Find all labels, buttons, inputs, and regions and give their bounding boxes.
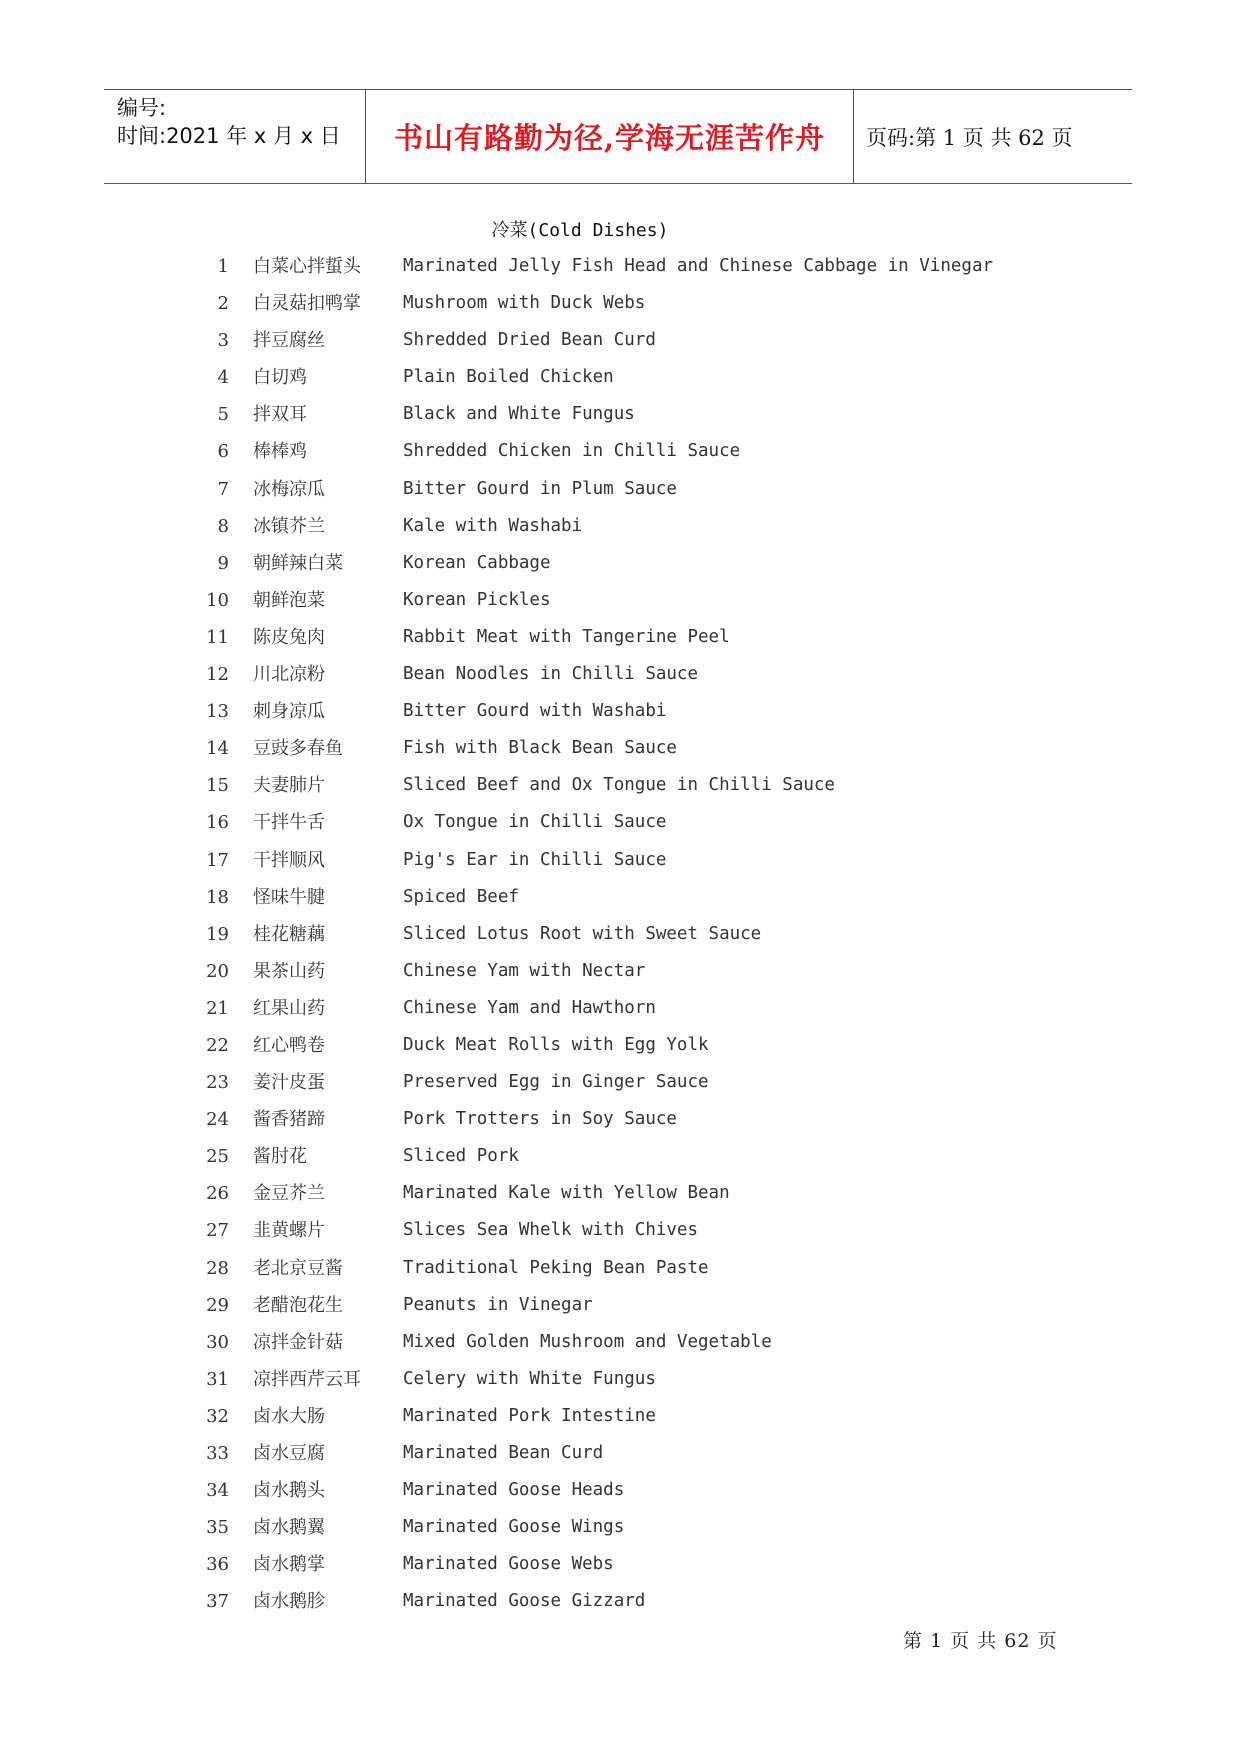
list-item xyxy=(0,248,1241,285)
list-item xyxy=(0,1138,1241,1175)
list-item xyxy=(0,656,1241,693)
dish-name-cn: 老北京豆酱 xyxy=(253,1257,343,1279)
dish-name-cn: 红心鸭卷 xyxy=(253,1034,325,1056)
dish-name-cn: 白菜心拌蜇头 xyxy=(253,256,361,277)
dish-name-cn: 豆豉多春鱼 xyxy=(253,738,343,760)
dish-number: 37 xyxy=(206,1591,229,1613)
list-item xyxy=(0,1212,1241,1249)
list-item xyxy=(0,508,1241,545)
list-item xyxy=(0,1250,1241,1287)
dish-name-en: Shredded Chicken in Chilli Sauce xyxy=(403,441,741,462)
list-item xyxy=(0,990,1241,1027)
header-page-code: 页码:第 1 页 共 62 页 xyxy=(866,125,1073,150)
dish-name-en: Kale with Washabi xyxy=(403,515,583,536)
dish-name-en: Korean Pickles xyxy=(403,589,551,610)
list-item xyxy=(0,1472,1241,1509)
dish-number: 9 xyxy=(217,552,229,574)
dish-name-cn: 冰镇芥兰 xyxy=(253,515,325,537)
dish-name-cn: 桂花糖藕 xyxy=(253,923,325,945)
dish-name-cn: 白切鸡 xyxy=(253,367,307,389)
list-item xyxy=(0,804,1241,841)
list-item xyxy=(0,359,1241,396)
time-label: 时间:2021 年 x 月 x 日 xyxy=(117,124,341,148)
dish-name-en: Pig's Ear in Chilli Sauce xyxy=(403,849,667,870)
dish-name-en: Slices Sea Whelk with Chives xyxy=(403,1220,699,1241)
dish-name-cn: 卤水大肠 xyxy=(253,1405,325,1427)
dish-name-cn: 拌豆腐丝 xyxy=(253,330,325,352)
list-item xyxy=(0,322,1241,359)
dish-number: 31 xyxy=(206,1368,229,1390)
list-item xyxy=(0,1027,1241,1064)
dish-name-en: Mushroom with Duck Webs xyxy=(403,293,646,314)
dish-name-cn: 陈皮兔肉 xyxy=(253,626,325,648)
dish-name-en: Marinated Goose Webs xyxy=(403,1554,614,1575)
dish-number: 24 xyxy=(206,1109,229,1131)
number-label: 编号: xyxy=(117,96,167,120)
dish-name-cn: 韭黄螺片 xyxy=(253,1220,325,1242)
dish-name-cn: 凉拌西芹云耳 xyxy=(253,1368,361,1390)
dish-number: 36 xyxy=(206,1554,229,1576)
dish-name-en: Bitter Gourd with Washabi xyxy=(403,701,667,722)
list-item xyxy=(0,1398,1241,1435)
list-item xyxy=(0,1583,1241,1620)
dish-name-cn: 干拌顺风 xyxy=(253,849,325,871)
dish-number: 22 xyxy=(206,1034,229,1056)
list-item xyxy=(0,433,1241,470)
dish-name-en: Marinated Goose Gizzard xyxy=(403,1591,646,1612)
dish-name-en: Chinese Yam with Nectar xyxy=(403,960,646,981)
dish-name-cn: 姜汁皮蛋 xyxy=(253,1072,325,1094)
list-item xyxy=(0,619,1241,656)
list-item xyxy=(0,693,1241,730)
dish-number: 1 xyxy=(217,256,229,277)
dish-name-cn: 金豆芥兰 xyxy=(253,1183,325,1205)
dish-number: 16 xyxy=(206,812,229,834)
dish-name-cn: 凉拌金针菇 xyxy=(253,1331,343,1353)
dish-number: 5 xyxy=(217,404,229,426)
dish-name-en: Bean Noodles in Chilli Sauce xyxy=(403,664,699,685)
dish-name-en: Spiced Beef xyxy=(403,886,519,907)
list-item xyxy=(0,842,1241,879)
dish-name-en: Black and White Fungus xyxy=(403,404,635,425)
list-item xyxy=(0,285,1241,322)
dish-name-cn: 干拌牛舌 xyxy=(253,812,325,834)
section-title: 冷菜(Cold Dishes) xyxy=(491,220,669,241)
dish-name-en: Celery with White Fungus xyxy=(403,1368,656,1389)
list-item xyxy=(0,396,1241,433)
dish-number: 3 xyxy=(217,330,229,352)
dish-number: 32 xyxy=(206,1405,229,1427)
dish-number: 4 xyxy=(217,367,229,389)
dish-name-en: Pork Trotters in Soy Sauce xyxy=(403,1109,677,1130)
dish-name-cn: 酱香猪蹄 xyxy=(253,1109,325,1131)
dish-name-en: Marinated Kale with Yellow Bean xyxy=(403,1183,730,1204)
dish-name-en: Chinese Yam and Hawthorn xyxy=(403,997,656,1018)
dish-number: 27 xyxy=(206,1220,229,1242)
list-item xyxy=(0,1361,1241,1398)
dish-number: 30 xyxy=(206,1331,229,1353)
dish-name-en: Duck Meat Rolls with Egg Yolk xyxy=(403,1034,709,1055)
list-item xyxy=(0,1287,1241,1324)
dish-number: 17 xyxy=(206,849,229,871)
dish-name-cn: 冰梅凉瓜 xyxy=(253,478,325,500)
dish-name-cn: 刺身凉瓜 xyxy=(253,701,325,723)
dish-number: 25 xyxy=(206,1146,229,1168)
dish-number: 19 xyxy=(206,923,229,945)
dish-name-en: Marinated Jelly Fish Head and Chinese Cabbage in Vinegar xyxy=(403,256,994,276)
dish-name-en: Rabbit Meat with Tangerine Peel xyxy=(403,626,730,647)
dish-name-en: Peanuts in Vinegar xyxy=(403,1294,593,1315)
header-meta xyxy=(104,90,366,183)
dish-name-cn: 果茶山药 xyxy=(253,960,325,982)
list-item xyxy=(0,471,1241,508)
dish-name-cn: 卤水豆腐 xyxy=(253,1443,325,1464)
dish-name-en: Marinated Goose Heads xyxy=(403,1480,625,1501)
dish-name-cn: 卤水鹅头 xyxy=(253,1480,325,1502)
dish-name-cn: 卤水鹅翼 xyxy=(253,1517,325,1539)
dish-number: 11 xyxy=(206,626,229,648)
list-item xyxy=(0,730,1241,767)
dish-number: 28 xyxy=(206,1257,229,1279)
list-item xyxy=(0,767,1241,804)
dish-name-cn: 酱肘花 xyxy=(253,1146,307,1168)
list-item xyxy=(0,1064,1241,1101)
dish-number: 26 xyxy=(206,1183,229,1205)
dish-number: 35 xyxy=(206,1517,229,1539)
dish-number: 15 xyxy=(206,775,229,797)
list-item xyxy=(0,916,1241,953)
dish-name-en: Plain Boiled Chicken xyxy=(403,367,614,388)
dish-number: 34 xyxy=(206,1480,229,1502)
dish-number: 21 xyxy=(206,997,229,1019)
dish-name-cn: 朝鲜辣白菜 xyxy=(253,552,343,574)
dish-name-en: Sliced Beef and Ox Tongue in Chilli Sauce xyxy=(403,775,835,796)
dish-number: 6 xyxy=(217,441,229,463)
dish-number: 8 xyxy=(217,515,229,537)
dish-number: 20 xyxy=(206,960,229,982)
list-item xyxy=(0,953,1241,990)
dish-number: 10 xyxy=(206,589,229,611)
header-motto: 书山有路勤为径,学海无涯苦作舟 xyxy=(366,90,854,183)
dish-name-cn: 棒棒鸡 xyxy=(253,441,307,463)
dish-name-en: Marinated Pork Intestine xyxy=(403,1405,656,1426)
dish-name-cn: 老醋泡花生 xyxy=(253,1294,343,1316)
dish-name-cn: 卤水鹅胗 xyxy=(253,1591,325,1613)
dish-list xyxy=(0,248,1241,1620)
dish-name-cn: 川北凉粉 xyxy=(253,664,325,686)
dish-name-cn: 拌双耳 xyxy=(253,404,307,426)
dish-number: 2 xyxy=(217,293,229,315)
list-item xyxy=(0,1324,1241,1361)
page-footer: 第 1 页 共 62 页 xyxy=(903,1630,1058,1652)
list-item xyxy=(0,545,1241,582)
dish-name-en: Sliced Pork xyxy=(403,1146,519,1167)
dish-name-en: Ox Tongue in Chilli Sauce xyxy=(403,812,667,833)
dish-name-cn: 朝鲜泡菜 xyxy=(253,589,325,611)
dish-name-cn: 怪味牛腱 xyxy=(253,886,325,908)
list-item xyxy=(0,1546,1241,1583)
dish-name-en: Marinated Goose Wings xyxy=(403,1517,625,1538)
list-item xyxy=(0,1435,1241,1472)
dish-number: 23 xyxy=(206,1072,229,1094)
list-item xyxy=(0,879,1241,916)
dish-name-en: Marinated Bean Curd xyxy=(403,1443,604,1463)
dish-number: 29 xyxy=(206,1294,229,1316)
list-item xyxy=(0,1175,1241,1212)
dish-name-en: Preserved Egg in Ginger Sauce xyxy=(403,1072,709,1093)
dish-name-cn: 白灵菇扣鸭掌 xyxy=(253,293,361,315)
dish-number: 18 xyxy=(206,886,229,908)
dish-name-en: Mixed Golden Mushroom and Vegetable xyxy=(403,1331,772,1352)
dish-name-cn: 红果山药 xyxy=(253,997,325,1019)
dish-name-en: Traditional Peking Bean Paste xyxy=(403,1257,709,1278)
dish-name-cn: 卤水鹅掌 xyxy=(253,1554,325,1576)
dish-name-cn: 夫妻肺片 xyxy=(253,775,325,797)
dish-name-en: Bitter Gourd in Plum Sauce xyxy=(403,478,677,499)
dish-number: 33 xyxy=(206,1443,229,1464)
dish-number: 13 xyxy=(206,701,229,723)
list-item xyxy=(0,1101,1241,1138)
list-item xyxy=(0,1509,1241,1546)
dish-number: 12 xyxy=(206,664,229,686)
dish-number: 14 xyxy=(206,738,229,760)
dish-name-en: Shredded Dried Bean Curd xyxy=(403,330,656,351)
list-item xyxy=(0,582,1241,619)
dish-name-en: Fish with Black Bean Sauce xyxy=(403,738,677,759)
dish-number: 7 xyxy=(217,478,229,500)
dish-name-en: Korean Cabbage xyxy=(403,552,551,573)
dish-name-en: Sliced Lotus Root with Sweet Sauce xyxy=(403,923,762,944)
document-header xyxy=(104,89,1132,184)
